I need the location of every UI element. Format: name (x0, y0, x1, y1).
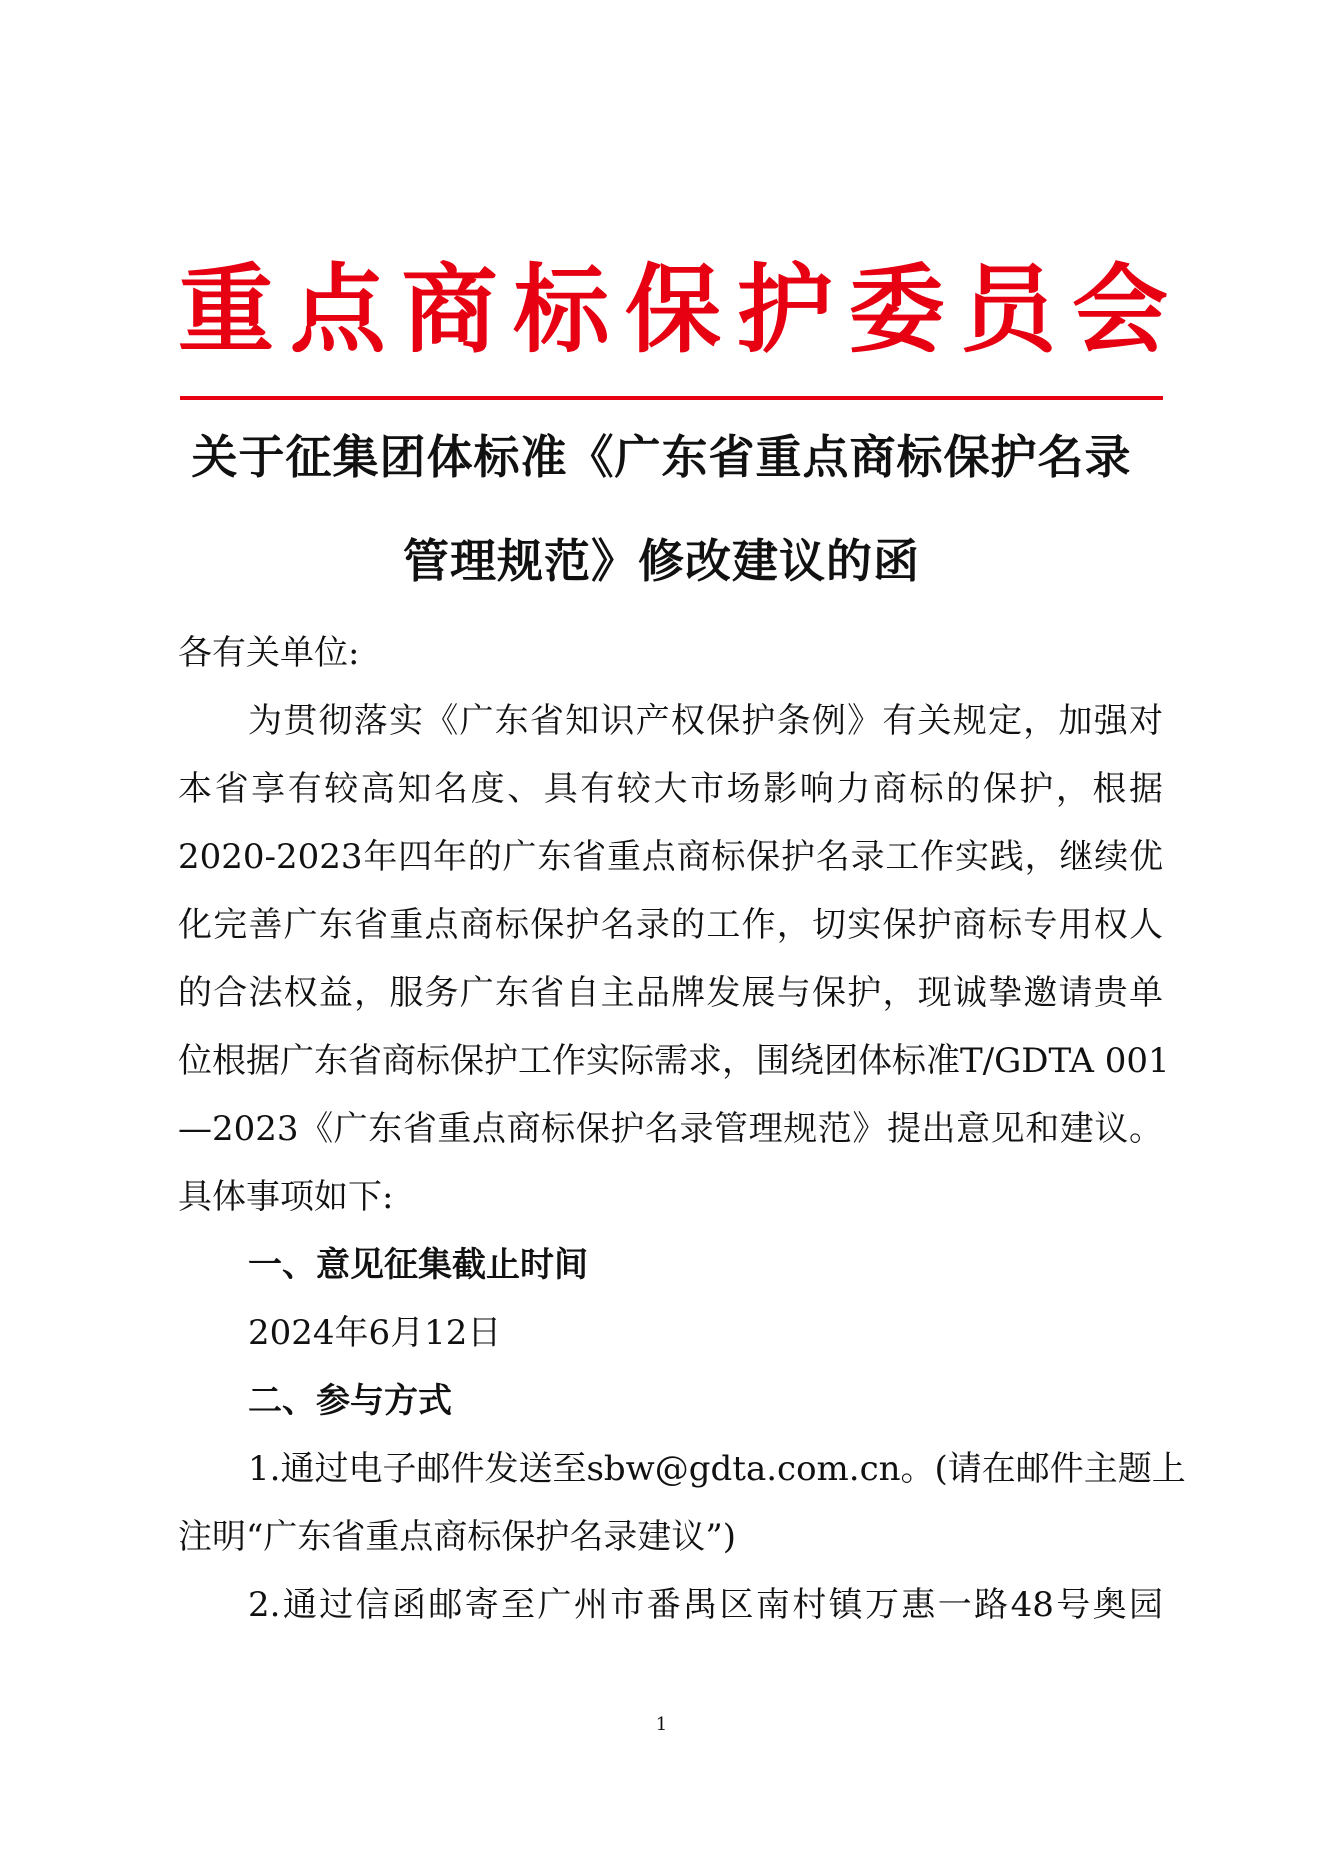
org-header-char: 会 (1072, 253, 1168, 366)
intro-line-8: 具体事项如下: (178, 1177, 394, 1217)
salutation: 各有关单位: (178, 633, 360, 673)
red-divider-rule (180, 396, 1163, 400)
intro-line-2: 本省享有较高知名度、具有较大市场影响力商标的保护，根据 (178, 769, 1163, 809)
item-1-line-1: 1.通过电子邮件发送至sbw@gdta.com.cn。(请在邮件主题上 (248, 1449, 1186, 1489)
intro-line-1: 为贯彻落实《广东省知识产权保护条例》有关规定，加强对 (248, 701, 1163, 741)
document-title-line-2: 管理规范》修改建议的函 (403, 534, 920, 588)
org-header (178, 250, 1168, 370)
org-header-char: 标 (513, 253, 610, 366)
document-title-line-1: 关于征集团体标准《广东省重点商标保护名录 (191, 430, 1132, 484)
intro-line-3: 2020-2023年四年的广东省重点商标保护名录工作实践，继续优 (178, 837, 1163, 877)
intro-line-5: 的合法权益，服务广东省自主品牌发展与保护，现诚挚邀请贵单 (178, 973, 1163, 1013)
page-number: 1 (655, 1714, 668, 1735)
section-2-heading: 二、参与方式 (248, 1381, 452, 1421)
org-header-char: 委 (848, 253, 945, 366)
intro-line-6: 位根据广东省商标保护工作实际需求，围绕团体标准T/GDTA 001 (178, 1041, 1170, 1081)
deadline-date: 2024年6月12日 (248, 1313, 502, 1353)
org-header-char: 商 (401, 253, 498, 366)
org-header-char: 重 (178, 253, 274, 366)
item-1-line-2: 注明“广东省重点商标保护名录建议”) (178, 1517, 737, 1557)
section-1-heading: 一、意见征集截止时间 (248, 1245, 588, 1285)
item-2-line-1: 2.通过信函邮寄至广州市番禺区南村镇万惠一路48号奥园 (248, 1585, 1163, 1625)
org-header-char: 点 (289, 253, 386, 366)
org-header-char: 保 (625, 253, 721, 366)
org-header-char: 护 (736, 253, 833, 366)
intro-line-4: 化完善广东省重点商标保护名录的工作，切实保护商标专用权人 (178, 905, 1163, 945)
intro-line-7: —2023《广东省重点商标保护名录管理规范》提出意见和建议。 (178, 1109, 1163, 1149)
org-header-char: 员 (960, 253, 1057, 366)
